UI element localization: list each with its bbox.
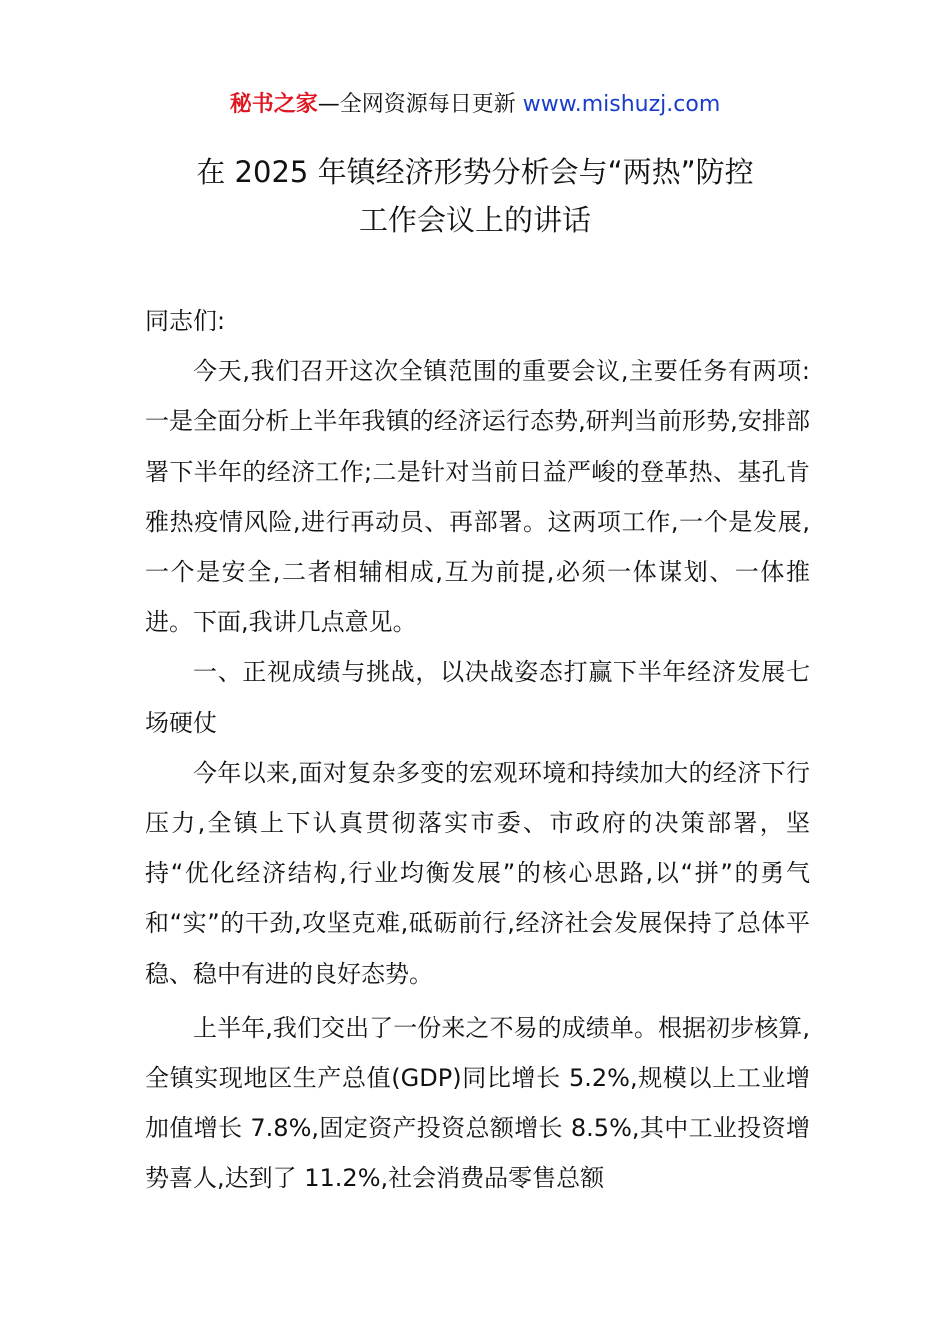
paragraph-intro: 今天,我们召开这次全镇范围的重要会议,主要任务有两项:一是全面分析上半年我镇的经济运行态势,研判当前形势,安排部署下半年的经济工作;二是针对当前日益严峻的登革热、基孔肯雅热疫情风险,进行再动员、再部署。这两项工作,一个是发展,一个是安全,二者相辅相成,互为前提,必须一体谋划、一体推进。下面,我讲几点意见。 bbox=[145, 357, 810, 637]
title-line-1: 在 2025 年镇经济形势分析会与“两热”防控 bbox=[196, 155, 754, 189]
site-brand: 秘书之家 bbox=[229, 92, 318, 117]
site-slogan: —全网资源每日更新 bbox=[317, 92, 523, 117]
paragraph-results: 上半年,我们交出了一份来之不易的成绩单。根据初步核算,全镇实现地区生产总值(GDP)同比增长 5.2%,规模以上工业增加值增长 7.8%,固定资产投资总额增长 8.5%,其中工业投资增势喜人,达到了 11.2%,社会消费品零售总额 bbox=[145, 1013, 810, 1193]
document-body bbox=[145, 296, 810, 1204]
document-title bbox=[0, 148, 950, 244]
site-url[interactable]: www.mishuzj.com bbox=[522, 92, 721, 117]
section-heading-1: 一、正视成绩与挑战，以决战姿态打赢下半年经济发展七场硬仗 bbox=[145, 658, 810, 737]
site-header bbox=[0, 90, 950, 120]
paragraph-overview: 今年以来,面对复杂多变的宏观环境和持续加大的经济下行压力,全镇上下认真贯彻落实市委、市政府的决策部署，坚持“优化经济结构,行业均衡发展”的核心思路,以“拼”的勇气和“实”的干劲,攻坚克难,砥砺前行,经济社会发展保持了总体平稳、稳中有进的良好态势。 bbox=[145, 758, 810, 988]
salutation: 同志们: bbox=[145, 307, 226, 335]
title-line-2: 工作会议上的讲话 bbox=[358, 203, 591, 237]
